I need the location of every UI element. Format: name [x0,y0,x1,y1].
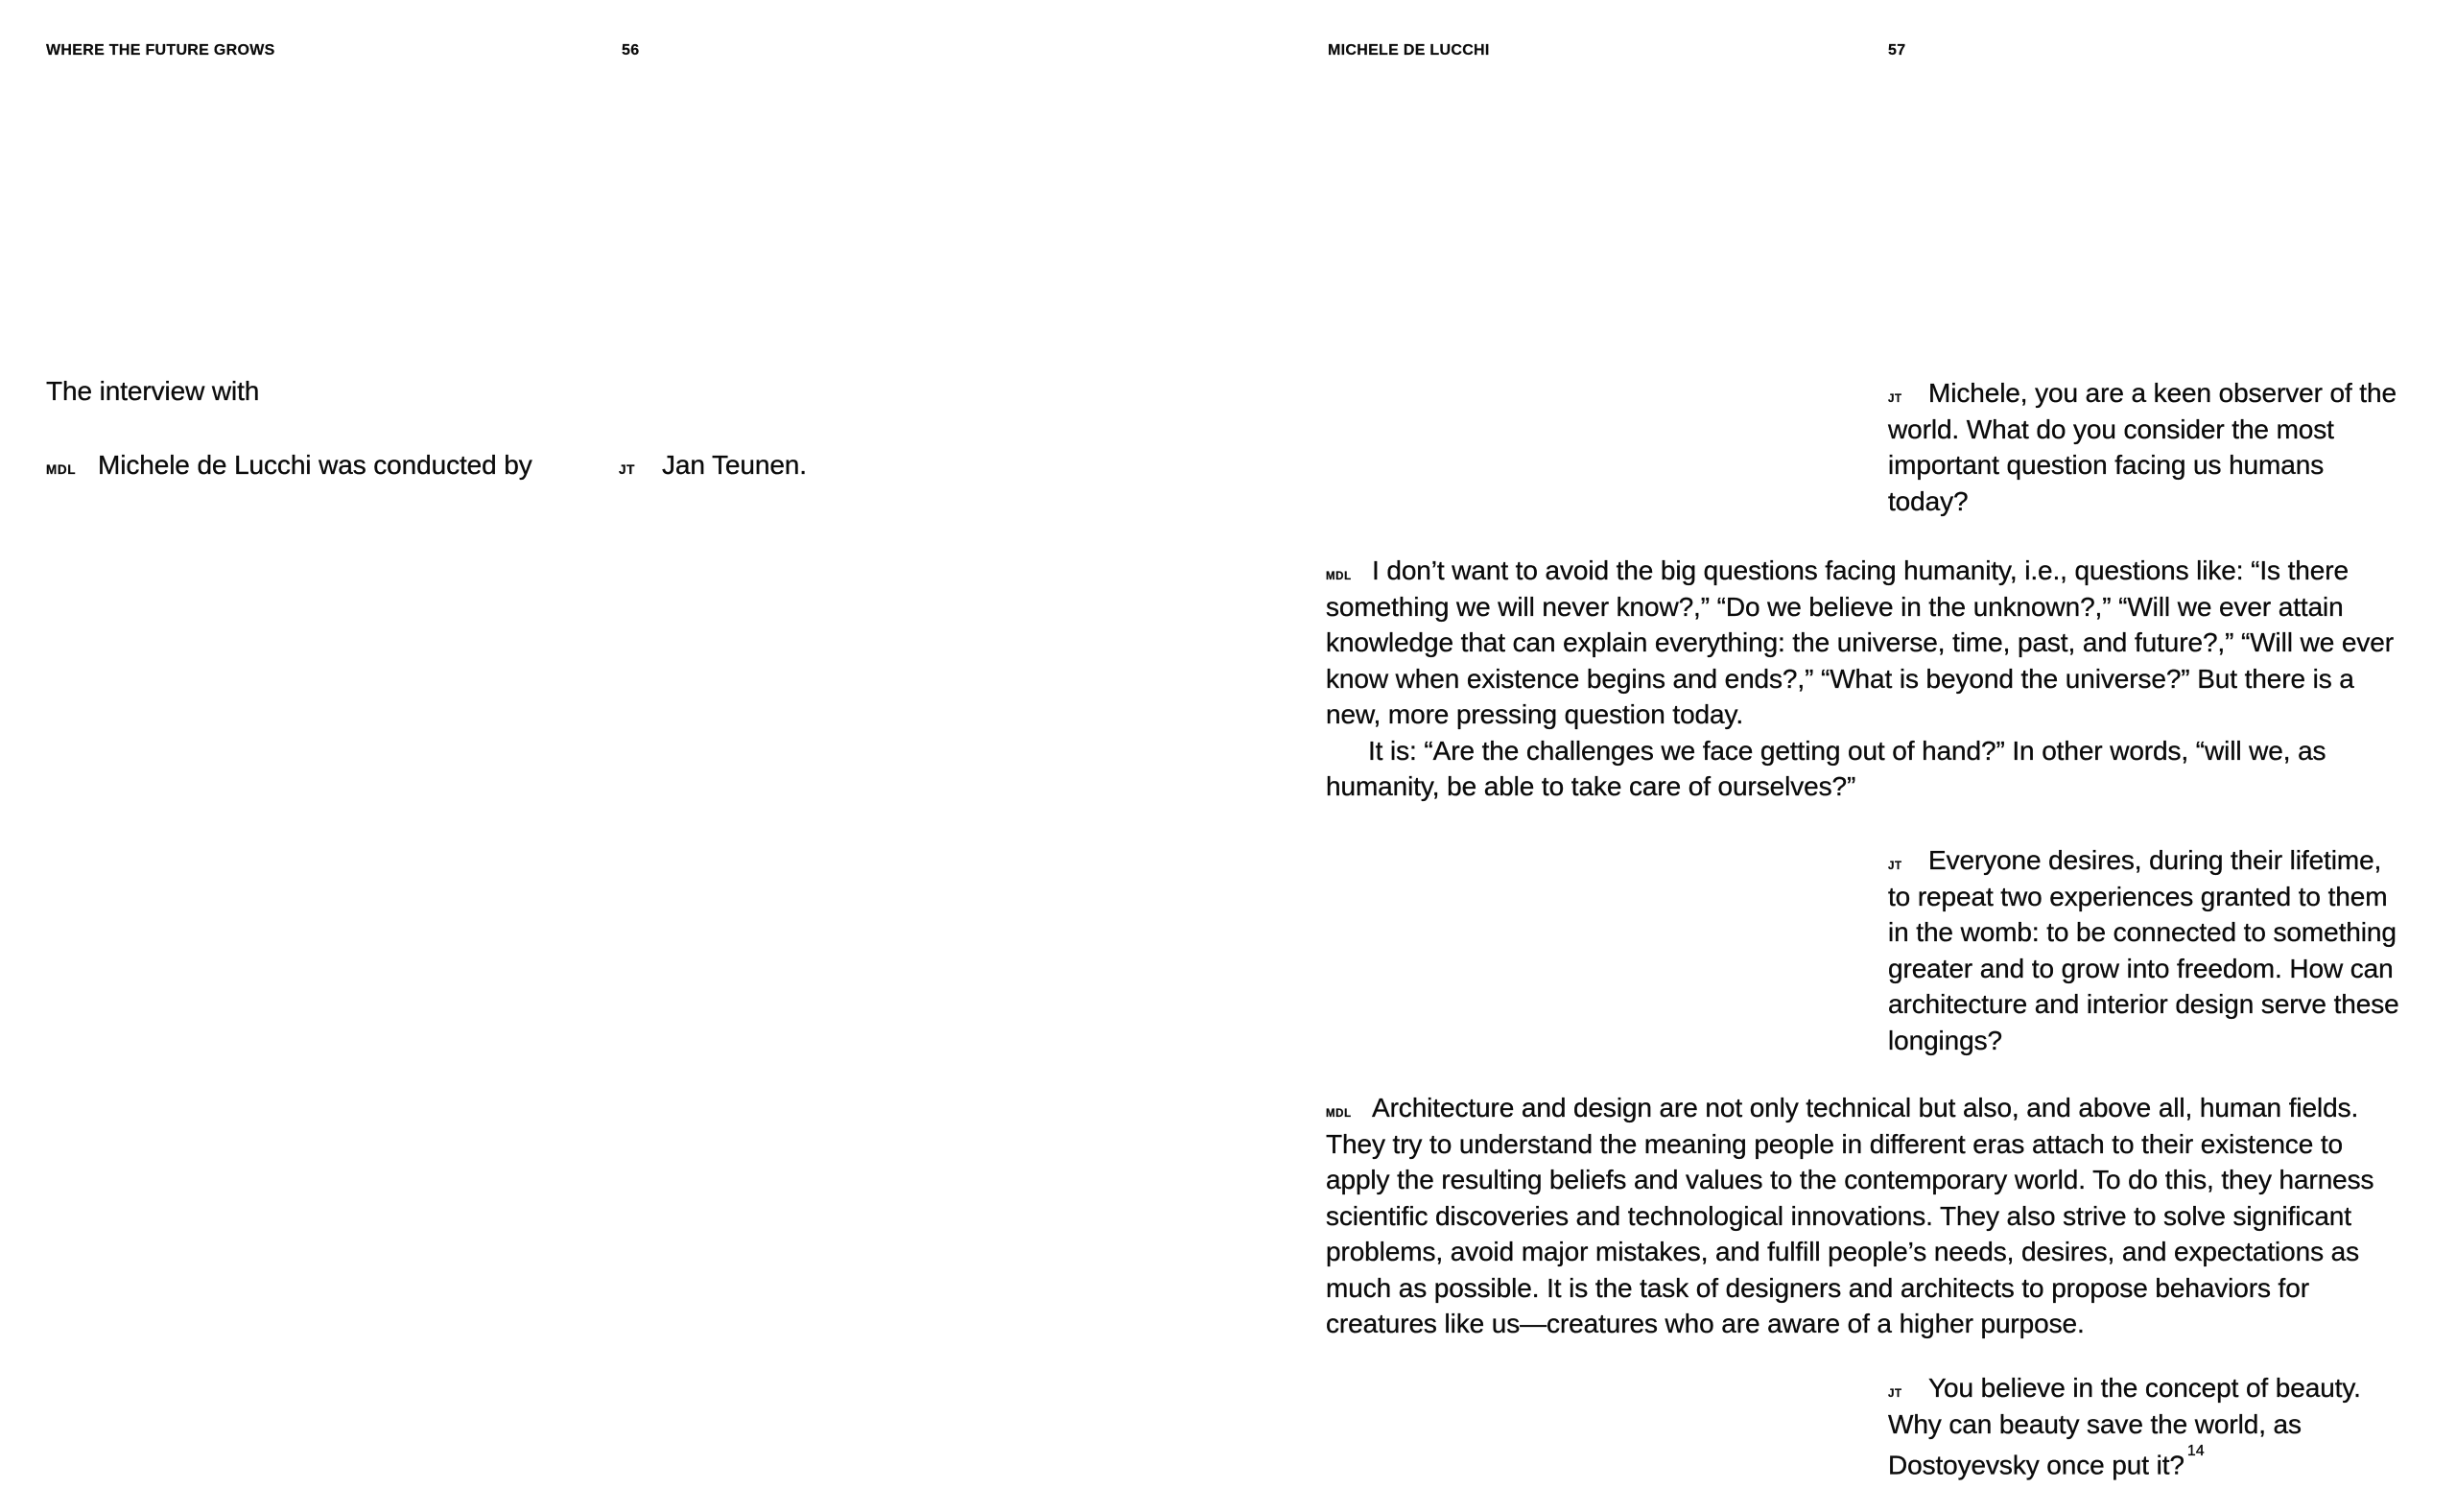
speaker-label-jt: JT [619,461,635,477]
byline-text-interviewer: Jan Teunen. [662,449,807,480]
footnote-reference: 14 [2186,1443,2205,1459]
answer-text-paragraph: I don’t want to avoid the big questions facing humanity, i.e., questions like: “Is there something we will never know?,” “Do we believe in the unknown?,” “Will we ever attain knowledge that can explain everything: the universe, time, past, and future?,” “Will we ever know when existence begins and ends?,” “What is beyond the universe?” But there is a new, more pressing question today. [1326,555,2394,729]
running-header-left-title: WHERE THE FUTURE GROWS [46,42,275,59]
speaker-label-mdl: MDL [46,461,77,477]
question-text: Everyone desires, during their lifetime, to repeat two experiences granted to them in the womb: to be connected to something greater and to grow into freedom. How can architecture and interior design serve these longings? [1888,845,2399,1055]
question-text [1888,1370,2404,1483]
answer-text-paragraph: Architecture and design are not only technical but also, and above all, human fields. They try to understand the meaning people in different eras attach to their existence to apply the resulting beliefs and values to the contemporary world. To do this, they harness scientific discoveries and technological innovations. They also strive to solve significant problems, avoid major mistakes, and fulfill people’s needs, desires, and expectations as much as possible. It is the task of designers and architects to propose behaviors for creatures like us—creatures who are aware of a higher purpose. [1326,1093,2374,1338]
interview-intro [46,373,1197,484]
qa-block-answer-1 [1326,553,2404,805]
speaker-label-jt: JT [1888,393,1902,405]
speaker-label-jt: JT [1888,861,1902,872]
qa-block-question-1 [1888,375,2404,519]
qa-block-question-2 [1888,842,2404,1058]
byline-text-interviewee: Michele de Lucchi was conducted by [98,449,532,480]
running-header-right-title: MICHELE DE LUCCHI [1328,42,1490,59]
page-number-right: 57 [1888,42,1906,59]
answer-text-paragraph: It is: “Are the challenges we face getting out of hand?” In other words, “will we, as humanity, be able to take care of ourselves?” [1326,735,2326,801]
speaker-label-mdl: MDL [1326,1108,1352,1120]
qa-block-question-3 [1888,1370,2404,1483]
intro-line: The interview with [46,376,260,406]
interview-byline [46,447,1197,484]
qa-block-answer-2 [1326,1090,2404,1342]
page-number-left: 56 [622,42,640,59]
question-text-body: You believe in the concept of beauty. Why can beauty save the world, as Dostoyevsky once put it? [1888,1373,2361,1480]
speaker-label-jt: JT [1888,1388,1902,1400]
speaker-label-mdl: MDL [1326,571,1352,582]
question-text: Michele, you are a keen observer of the world. What do you consider the most important question facing us humans today? [1888,378,2397,516]
